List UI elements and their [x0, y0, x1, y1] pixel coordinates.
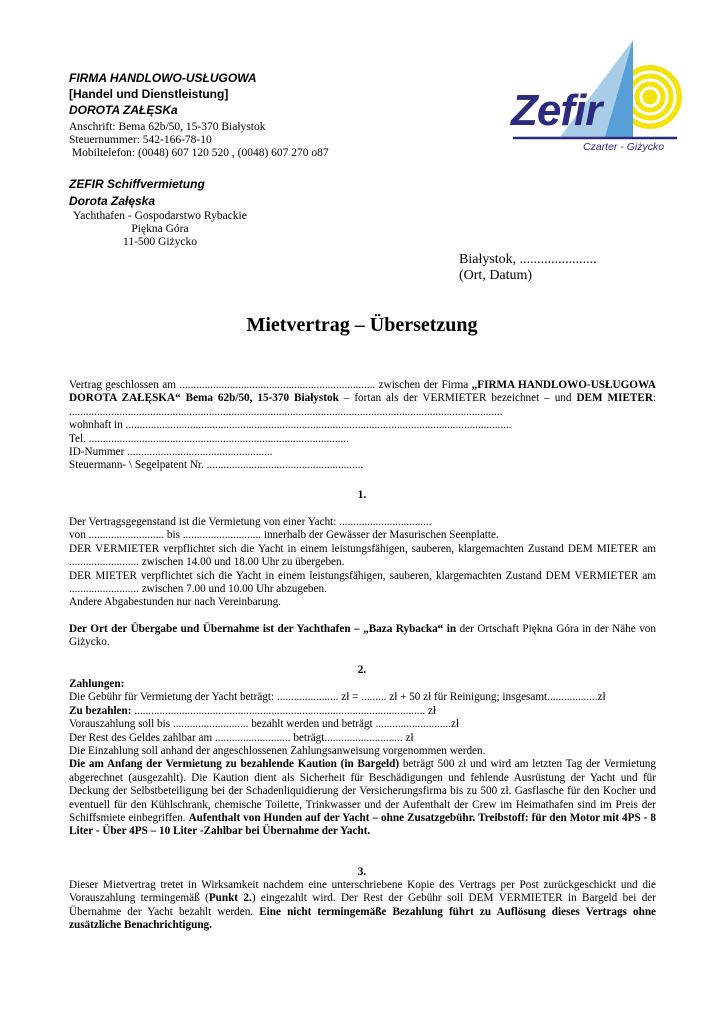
section-1-number	[0, 489, 724, 502]
company-name: FIRMA HANDLOWO-USŁUGOWA	[69, 71, 257, 85]
deposit-bold: Die am Anfang der Vermietung zu bezahlende Kaution (in Bargeld)	[69, 758, 400, 771]
handover-paragraph	[69, 623, 656, 650]
section-text: beträgt 500 zł und wird am letzten Tag der Vermietung abgerechnet (ausgezahlt). Die Kaution dient als Sicherheit für Beschädigungen und fehlende Ausrüstung der Yacht und für Deckung der Selbstbeteiligung bei der Schadenliquidierung der Versicherungsfirma bis zu 500 zł. Gasflasche für den Kocher und eventuell für den Kühlschrank, chemische Toilette, Trinkwasser und der Aufenthalt der Crew im Heimathafen sind im Preis der Schiffsmiete einbegriffen.	[69, 758, 656, 825]
intro-text: : ...........................................................................................................................................................	[69, 392, 657, 418]
logo-text: Zefir	[511, 86, 602, 135]
section-text: der Ortschaft Piękna Góra in der Nähe von Giżycko.	[69, 622, 656, 649]
company-block	[69, 70, 429, 118]
section-text: ........................................................................................................ zł	[131, 704, 437, 717]
place-date	[459, 252, 597, 284]
intro-section	[69, 379, 656, 473]
rental-address-line: Yachthafen - Gospodarstwo Rybackie	[73, 210, 247, 222]
handover-bold: Der Ort der Übergabe und Übernahme ist der Yachthafen – „Baza Rybacka“ in	[69, 622, 457, 635]
effect-paragraph	[69, 879, 656, 933]
rental-owner: Dorota Załęska	[69, 194, 156, 208]
section-text: von ........................... bis ............................ innerhalb der Gewässer der Masurischen Seenplatte.	[69, 529, 499, 542]
place-label: (Ort, Datum)	[459, 268, 533, 283]
license-line: Steuermann- \ Segelpatent Nr. ........................................................	[69, 459, 364, 472]
point-reference: Punkt 2.	[208, 892, 252, 905]
section-1	[69, 516, 656, 650]
section-3	[69, 879, 656, 933]
section-text: DER VERMIETER verpflichtet sich die Yacht in einem leistungsfähigen, sauberen, klargemachten Zustand DEM MIETER am ......................... zwischen 14.00 und 18.00 Uhr zu übergeben.	[69, 542, 656, 569]
zefir-logo	[505, 35, 685, 160]
rental-address	[60, 210, 260, 249]
section-text: Die Gebühr für Vermietung der Yacht beträgt: ...................... zł = ......... zł + 50 zł für Reinigung; insgesamt..................zł	[69, 691, 606, 704]
deposit-paragraph	[69, 758, 656, 838]
company-owner: DOROTA ZAŁĘSKa	[69, 103, 178, 117]
section-text: Der Vertragsgegenstand ist die Vermietung von einer Yacht: .................................	[69, 516, 432, 528]
company-mobile: Mobiltelefon: (0048) 607 120 520 , (0048) 607 270 o87	[69, 147, 329, 159]
section-text: Andere Abgabestunden nur nach Vereinbarung.	[69, 596, 281, 609]
rental-block	[69, 176, 369, 209]
section-3-number	[0, 866, 724, 879]
section-text: Vorauszahlung soll bis ........................... bezahlt werden und beträgt ...........................zł	[69, 718, 460, 731]
rental-name: ZEFIR Schiffvermietung	[69, 177, 205, 191]
section-text: Der Rest des Geldes zahlbar am ........................... beträgt............................ zł	[69, 731, 414, 744]
company-reference: „FIRMA HANDLOWO-USŁUGOWA DOROTA ZAŁĘSKA“ Bema 62b/50, 15-370 Białystok	[69, 379, 657, 405]
place-line: Białystok, ......................	[459, 252, 597, 267]
residence-line: wohnhaft in ..........................................................................................................................................	[69, 419, 512, 432]
section-number: 2.	[357, 664, 367, 676]
company-address: Anschrift: Bema 62b/50, 15-370 Białystok	[69, 121, 266, 133]
to-pay-heading: Zu bezahlen:	[69, 704, 132, 717]
intro-text: Vertrag geschlossen am ...................................................................... zwischen der Firma	[69, 379, 472, 391]
termination-bold: Eine nicht termingemäße Bezahlung führt zu Auflösung dieses Vertrags ohne zusätzliche Benachrichtigung.	[69, 905, 657, 932]
section-text: Die Einzahlung soll anhand der angeschlossenen Zahlungsanweisung vorgenommen werden.	[69, 745, 486, 758]
section-text: Dieser Mietvertrag tretet in Wirksamkeit nachdem eine unterschriebene Kopie des Vertrags per Post zurückgeschickt und die Vorauszahlung termingemäß (	[69, 879, 656, 905]
document-title-wrap	[0, 314, 724, 337]
section-text: ) eingezahlt wird. Der Rest der Gebühr soll DEM VERMIETER in Bargeld bei der Übernahme der Yacht bezahlt werden.	[69, 892, 656, 918]
dogs-fuel-bold: Aufenthalt von Hunden auf der Yacht – ohne Zusatzgebühr. Treibstoff: für den Motor mit 4PS - 8 Liter - Über 4PS – 10 Liter -Zahlbar bei Übernahme der Yacht.	[69, 812, 656, 838]
section-text: DER MIETER verpflichtet sich die Yacht in einem leistungsfähigen, sauberen, klargemachten Zustand DEM VERMIETER am ......................... zwischen 7.00 und 10.00 Uhr abzugeben.	[69, 569, 656, 596]
tenant-reference: DEM MIETER	[576, 392, 653, 405]
document-title: Mietvertrag – Übersetzung	[246, 314, 478, 336]
rental-address-line: 11-500 Giżycko	[123, 236, 197, 248]
section-number: 3.	[357, 866, 367, 878]
section-number: 1.	[357, 489, 367, 501]
id-line: ID-Nummer ....................................................	[69, 446, 273, 459]
rental-address-line: Piękna Góra	[131, 223, 189, 235]
payments-heading: Zahlungen:	[69, 678, 125, 690]
intro-text: – fortan als der VERMIETER bezeichnet – und	[338, 392, 577, 405]
section-2	[69, 678, 656, 839]
logo-subtitle: Czarter - Giżycko	[583, 141, 665, 153]
intro-paragraph	[69, 379, 656, 419]
phone-line: Tel. .............................................................................................	[69, 432, 349, 445]
company-subtitle: [Handel und Dienstleistung]	[69, 87, 229, 101]
company-contacts	[69, 121, 429, 160]
section-2-number	[0, 664, 724, 677]
company-tax-number: Steuernummer: 542-166-78-10	[69, 134, 212, 146]
